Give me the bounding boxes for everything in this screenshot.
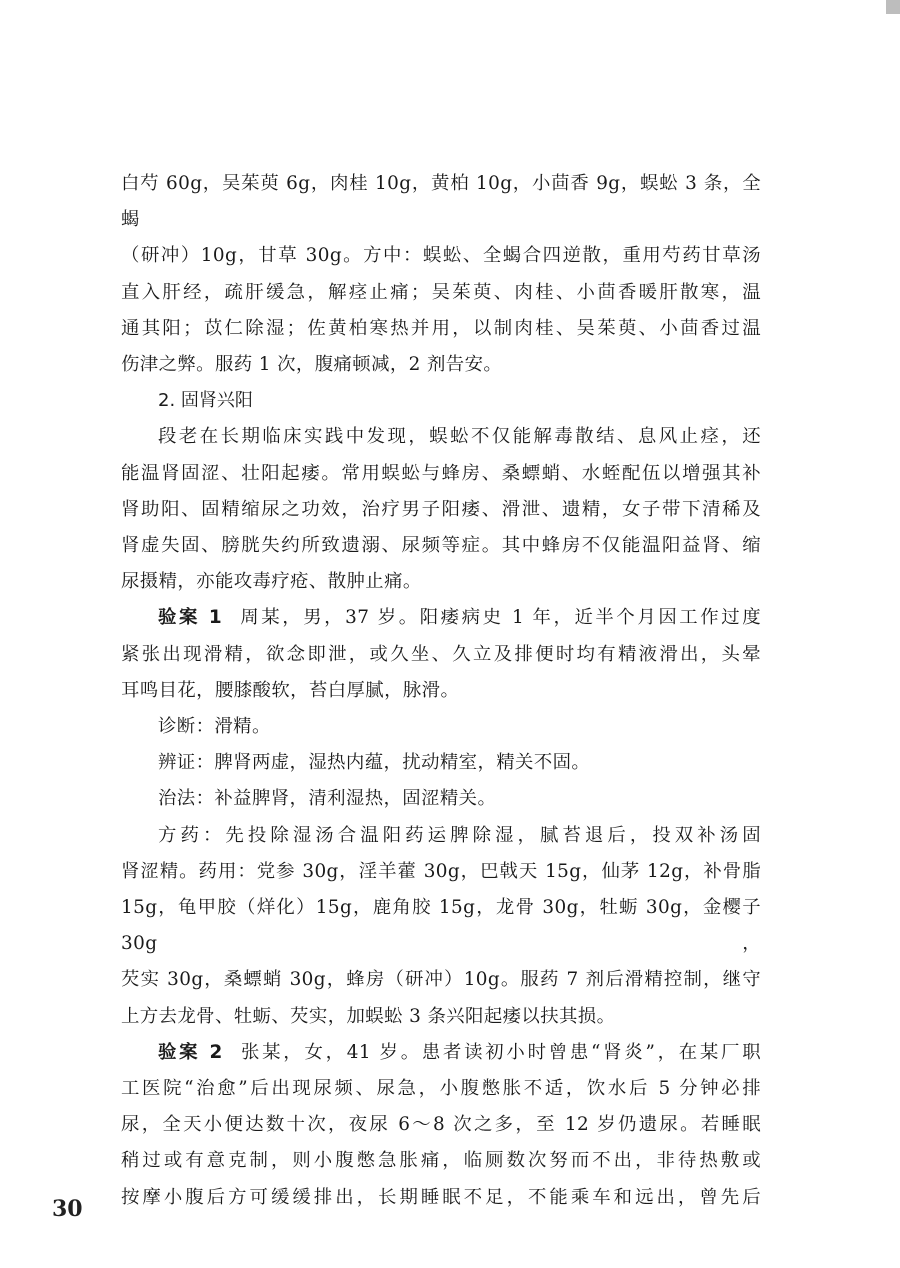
text-line: （研冲）10g，甘草 30g。方中：蜈蚣、全蝎合四逆散，重用芍药甘草汤 [121, 245, 761, 267]
corner-mark [886, 0, 900, 14]
case-2-first-line [121, 1035, 761, 1071]
text-line: 直入肝经，疏肝缓急，解痉止痛；吴茱萸、肉桂、小茴香暖肝散寒，温 [121, 281, 761, 303]
text-line: 耳鸣目花，腰膝酸软，苔白厚腻，脉滑。 [121, 679, 460, 701]
treatment-text: 治法：补益脾肾，清利湿热，固涩精关。 [158, 788, 497, 810]
case-2 [121, 1035, 761, 1216]
case-2-label: 验案 2 [158, 1041, 223, 1063]
diagnosis [121, 709, 761, 745]
text-line: 上方去龙骨、牡蛎、芡实，加蜈蚣 3 条兴阳起痿以扶其损。 [121, 1005, 616, 1027]
differentiation-text: 辨证：脾肾两虚，湿热内蕴，扰动精室，精关不固。 [158, 752, 591, 774]
page-number: 30 [52, 1196, 83, 1222]
case-1-first-line [121, 600, 761, 636]
text-line: 白芍 60g，吴茱萸 6g，肉桂 10g，黄柏 10g，小茴香 9g，蜈蚣 3 条，全蝎 [121, 173, 761, 231]
case-1-intro: 周某，男，37 岁。阳痿病史 1 年，近半个月因工作过度 [238, 607, 761, 629]
text-line: 肾助阳、固精缩尿之功效，治疗男子阳痿、滑泄、遗精，女子带下清稀及 [121, 498, 761, 520]
text-line: 尿摄精，亦能攻毒疗疮、散肿止痛。 [121, 571, 422, 593]
text-line: 尿，全天小便达数十次，夜尿 6～8 次之多，至 12 岁仍遗尿。若睡眠 [121, 1114, 761, 1136]
text-line: 肾虚失固、膀胱失约所致遗溺、尿频等症。其中蜂房不仅能温阳益肾、缩 [121, 535, 761, 557]
prescription [121, 818, 761, 1035]
text-line: 方药：先投除湿汤合温阳药运脾除湿，腻苔退后，投双补汤固 [158, 824, 761, 846]
case-2-intro: 张某，女，41 岁。患者读初小时曾患“肾炎”，在某厂职 [238, 1041, 761, 1063]
treatment [121, 781, 761, 817]
paragraph-kidney-yang [121, 419, 761, 600]
text-line: 段老在长期临床实践中发现，蜈蚣不仅能解毒散结、息风止痉，还 [158, 426, 761, 448]
paragraph-formula-explanation [121, 166, 761, 383]
text-line: 紧张出现滑精，欲念即泄，或久坐、久立及排便时均有精液滑出，头晕 [121, 643, 761, 665]
differentiation [121, 745, 761, 781]
text-line: 按摩小腹后方可缓缓排出，长期睡眠不足，不能乘车和远出，曾先后 [121, 1186, 761, 1208]
section-heading: 2. 固肾兴阳 [158, 390, 253, 412]
text-line: 稍过或有意克制，则小腹憋急胀痛，临厕数次努而不出，非待热敷或 [121, 1150, 761, 1172]
text-line: 肾涩精。药用：党参 30g，淫羊藿 30g，巴戟天 15g，仙茅 12g，补骨脂 [121, 860, 761, 882]
text-line: 工医院“治愈”后出现尿频、尿急，小腹憋胀不适，饮水后 5 分钟必排 [121, 1078, 761, 1100]
text-line: 伤津之弊。服药 1 次，腹痛顿减，2 剂告安。 [121, 354, 503, 376]
page-body [121, 166, 761, 1216]
diagnosis-text: 诊断：滑精。 [158, 716, 271, 738]
case-1 [121, 600, 761, 709]
text-line: 15g，龟甲胶（烊化）15g，鹿角胶 15g，龙骨 30g，牡蛎 30g，金樱子 30g， [121, 897, 761, 955]
case-1-label: 验案 1 [158, 607, 223, 629]
text-line: 芡实 30g，桑螵蛸 30g，蜂房（研冲）10g。服药 7 剂后滑精控制，继守 [121, 969, 761, 991]
text-line: 能温肾固涩、壮阳起痿。常用蜈蚣与蜂房、桑螵蛸、水蛭配伍以增强其补 [121, 462, 761, 484]
text-line: 通其阳；苡仁除湿；佐黄柏寒热并用，以制肉桂、吴茱萸、小茴香过温 [121, 317, 761, 339]
